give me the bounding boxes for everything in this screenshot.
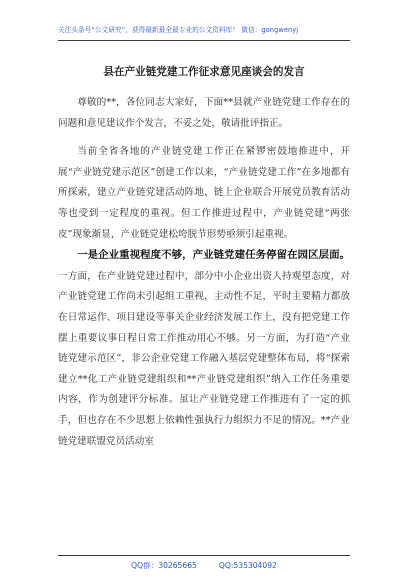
- footer-divider: [58, 555, 350, 556]
- point-one-heading: 一是企业重视程度不够，产业链党建任务停留在园区层面。: [77, 249, 350, 262]
- document-title: 县在产业链党建工作征求意见座谈会的发言: [103, 66, 305, 78]
- intro-paragraph: 当前全省各地的产业链党建工作正在紧锣密鼓地推进中，开展“产业链党建示范区”创建工作以来，“产业链党建工作”在多地都有所探索，建立产业链党建活动阵地、链上企业联合开展党员教育活动等也受到一定程度的重视。但工作推进过程中，产业链党建“两张皮”现象渐显，产业链党建松垮脱节形势亟须引起重视。: [58, 146, 350, 240]
- header-divider: [58, 40, 350, 41]
- footer-qq-group: QQ群：30265665: [131, 561, 197, 570]
- point-one-body: 一方面，在产业链党建过程中，部分中小企业出资人持观望态度，对产业链党建工作尚未引起组工重视，主动性不足，平时主要精力都放在日常运作、项目建设等事关企业经济发展工作上，没有把党建工作摆上重要议事日程日常工作推动用心不够。另一方面，为打造“产业链党建示范区”，非公企业党建工作融入基层党建整体布局，将“探索建立**化工产业链党建组织和**产业链党建组织”纳入工作任务重要内容，作为创建评分标准。虽让产业链党建工作推进有了一定的抓手，但也存在不少思想上依赖性强执行力组织力不足的情况。**产业链党建联盟党员活动室: [58, 270, 350, 447]
- footer-contact: [58, 560, 350, 571]
- document-body: [58, 93, 350, 452]
- footer-qq-number: QQ:535304092: [218, 561, 277, 570]
- header-banner: 关注头条号“公文研究”，获得最新最全最专业的公文资料库！ 微信：gongwenyj: [58, 26, 299, 34]
- salutation-paragraph: 尊敬的**，各位同志大家好，下面**县就产业链党建工作存在的问题和意见建议作个发言，不妥之处，敬请批评指正。: [58, 97, 350, 129]
- point-one-paragraph: [58, 245, 350, 452]
